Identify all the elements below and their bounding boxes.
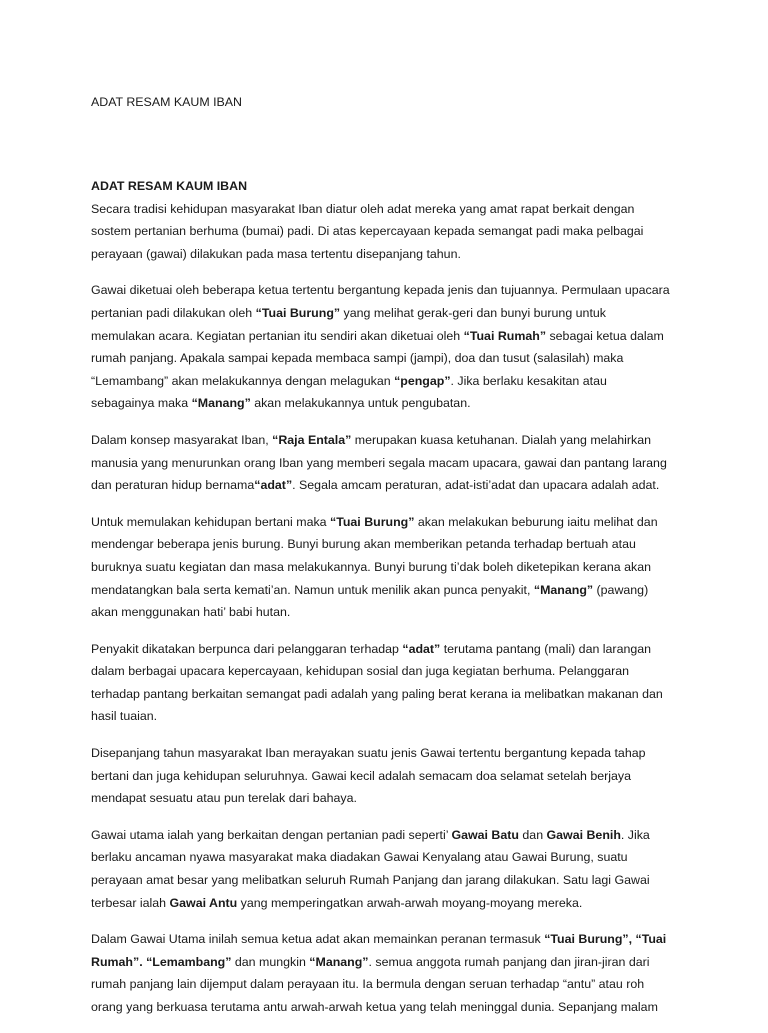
bold-term: Gawai Antu [169,895,238,910]
bold-term: “Tuai Rumah” [463,328,547,343]
text-run: Disepanjang tahun masyarakat Iban merayakan suatu jenis Gawai tertentu bergantung kepada tahap bertani dan juga kehidupan seluruhnya. Gawai kecil adalah semacam doa selamat setelah berjaya mendapat sesuatu atau pun terelak dari bahaya. [91,746,646,806]
document-title: ADAT RESAM KAUM IBAN [91,95,243,109]
text-run: . Jika berlaku ancaman nyawa masyarakat maka diadakan Gawai Kenyalang atau Gawai Burung, suatu perayaan amat besar yang melibatkan seluruh Rumah Panjang dan jarang dilakukan. Satu lagi Gawai terbesar ialah [91,827,650,910]
text-run: dan [518,827,547,842]
paragraph-3 [91,429,672,497]
document-body [91,175,672,1033]
bold-term: “Tuai Burung” [255,305,341,320]
paragraph-2 [91,279,672,415]
paragraph-1 [91,198,672,266]
text-run: terutama pantang (mali) dan larangan dalam berbagai upacara kepercayaan, kehidupan sosial dan juga kegiatan berhuma. Pelanggaran terhadap pantang berkaitan semangat padi adalah yang paling berat kerana ia melibatkan makanan dan hasil tuaian. [91,641,663,724]
bold-term: Gawai Batu [451,827,519,842]
text-run: merupakan kuasa ketuhanan. Dialah yang melahirkan manusia yang menurunkan orang Iban yang memberi segala macam upacara, gawai dan pantang larang dan peraturan hidup bernama [91,432,667,493]
section-heading: ADAT RESAM KAUM IBAN [91,179,248,193]
paragraph-6 [91,742,672,810]
text-run: (pawang) akan menggunakan hati’ babi hutan. [91,582,649,620]
text-run: Dalam konsep masyarakat Iban, [91,432,273,447]
bold-term: “Manang” [191,396,251,411]
bold-term: “Manang” [309,954,369,969]
text-run: sebagai ketua dalam rumah panjang. Apakala sampai kepada membaca sampi (jampi), doa dan tusut (salasilah) maka “Lemambang” akan melakukannya dengan melagukan [91,328,664,388]
text-run: akan melakukan beburung iaitu melihat dan mendengar beberapa jenis burung. Bunyi burung akan memberikan petanda terhadap bertuah atau buruknya suatu kegiatan dan masa melakukannya. Bunyi burung ti’dak boleh diketepikan kerana akan mendatangkan bala serta kemati’an. Namun untuk menilik akan punca penyakit, [91,514,658,597]
bold-term: “Manang” [533,582,594,597]
bold-term: “Raja Entala” [272,432,352,447]
text-run: Dalam Gawai Utama inilah semua ketua adat akan memainkan peranan termasuk [91,932,545,947]
text-run: yang melihat gerak-geri dan bunyi burung untuk memulakan acara. Kegiatan pertanian itu sendiri akan diketuai oleh [91,305,606,343]
text-run: yang memperingatkan arwah-arwah moyang-moyang mereka. [237,895,583,910]
bold-term: “adat” [254,478,293,493]
text-run: akan melakukannya untuk pengubatan. [250,396,471,411]
text-run: . semua anggota rumah panjang dan jiran-jiran dari rumah panjang lain dijemput dalam perayaan itu. Ia bermula dengan seruan terhadap “antu” atau roh orang yang berkuasa terutama antu arwah-arwah ketua yang telah meninggal dunia. Sepanjang malam [91,954,658,1014]
text-run: dan mungkin [231,954,310,969]
text-run: Gawai utama ialah yang berkaitan dengan pertanian padi seperti’ [91,827,452,842]
text-run: . Jika berlaku kesakitan atau sebagainya maka [91,373,607,411]
paragraph-7 [91,824,672,914]
bold-term: Gawai Benih [546,827,621,842]
bold-term: “pengap” [394,373,451,388]
bold-term: “Tuai Burung”, “Tuai Rumah”. “Lemambang” [91,932,667,969]
paragraph-4 [91,511,672,624]
text-run: Secara tradisi kehidupan masyarakat Iban diatur oleh adat mereka yang amat rapat berkait dengan sostem pertanian berhuma (bumai) padi. Di atas kepercayaan kepada semangat padi maka pelbagai perayaan (gawai) dilakukan pada masa tertentu disepanjang tahun. [91,201,644,261]
text-run: Penyakit dikatakan berpunca dari pelanggaran terhadap [91,641,403,656]
text-run: Untuk memulakan kehidupan bertani maka [91,514,330,529]
bold-term: “adat” [402,641,441,656]
text-run: Gawai diketuai oleh beberapa ketua tertentu bergantung kepada jenis dan tujuannya. Permulaan upacara pertanian padi dilakukan oleh [91,283,670,320]
bold-term: “Tuai Burung” [330,514,415,529]
paragraph-8 [91,928,672,1018]
text-run: . Segala amcam peraturan, adat-isti’adat dan upacara adalah adat. [292,478,660,493]
paragraph-5 [91,638,672,728]
